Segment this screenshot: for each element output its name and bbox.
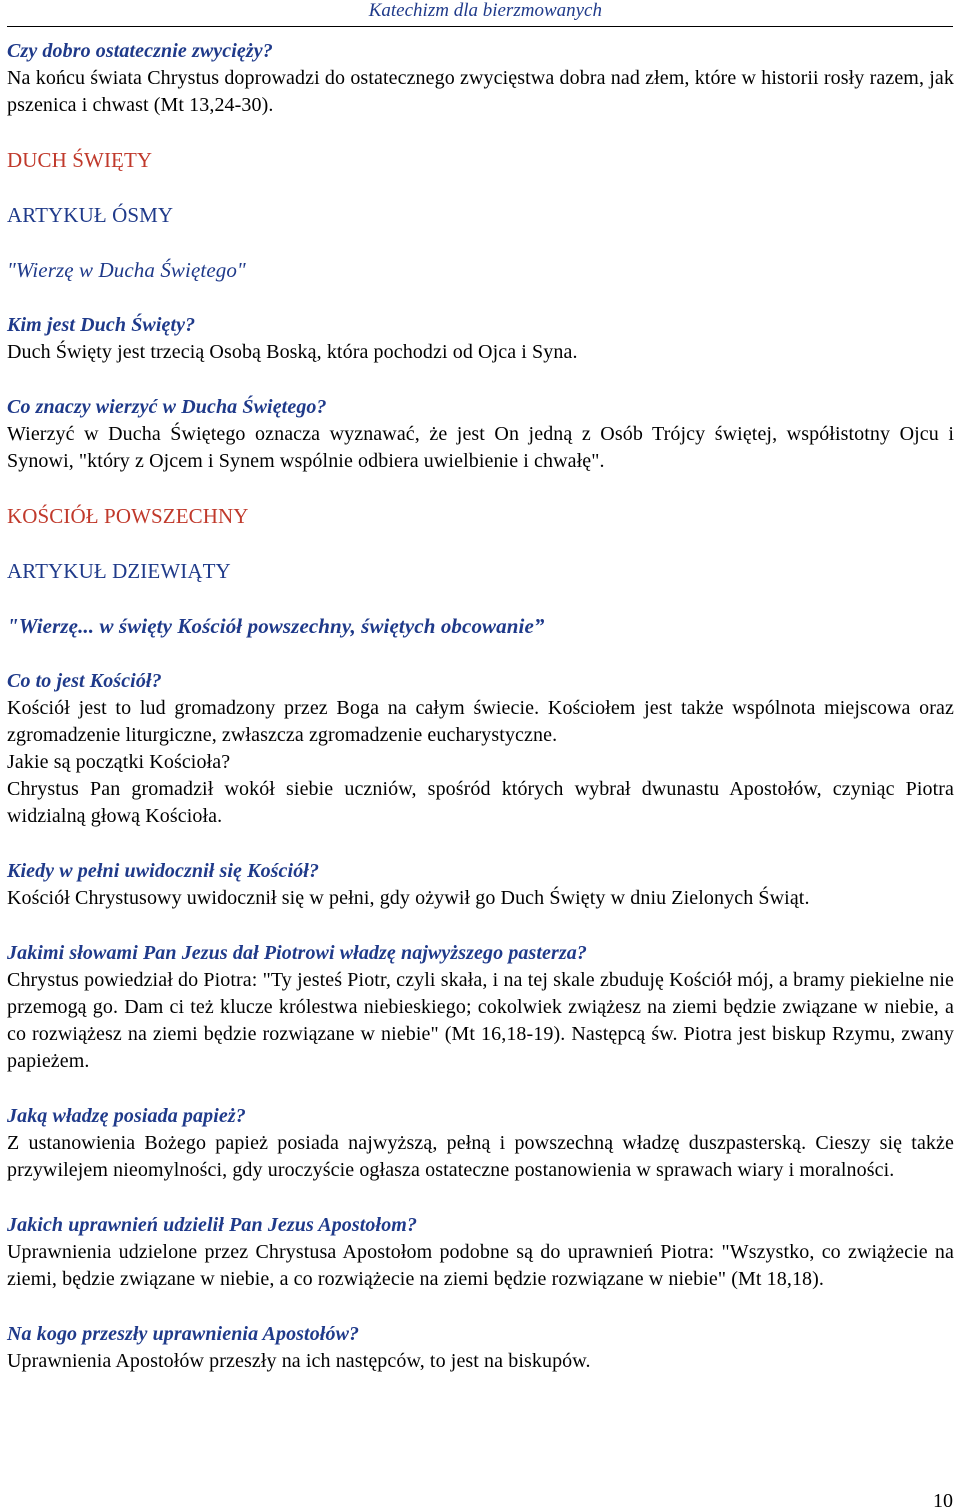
answer-paragraph: Wierzyć w Ducha Świętego oznacza wyznawać, że jest On jedną z Osób Trójcy świętej, współistotny Ojcu i Synowi, "który z Ojcem i Synem wspólnie odbiera uwielbienie i chwałę". [7, 423, 954, 472]
spacer [7, 229, 954, 257]
question-heading: Jaką władzę posiada papież? [7, 1105, 246, 1127]
page-content [7, 38, 954, 1375]
question-heading: Co znaczy wierzyć w Ducha Świętego? [7, 396, 327, 418]
spacer [7, 830, 954, 858]
spacer [7, 475, 954, 503]
answer-paragraph: Uprawnienia Apostołów przeszły na ich następców, to jest na biskupów. [7, 1350, 591, 1372]
question-heading: Jakich uprawnień udzielił Pan Jezus Apostołom? [7, 1214, 418, 1236]
page-number: 10 [933, 1490, 953, 1512]
answer-paragraph: Z ustanowienia Bożego papież posiada najwyższą, pełną i powszechną władzę duszpasterską. Cieszy się także przywilejem nieomylności, gdy uroczyście ogłasza ostateczne postanowienia w sprawach wiary i moralności. [7, 1132, 954, 1181]
answer-paragraph: Chrystus Pan gromadził wokół siebie uczniów, spośród których wybrał dwunastu Apostołów, czyniąc Piotra widzialną głową Kościoła. [7, 778, 954, 827]
running-header: Katechizm dla bierzmowanych [368, 0, 602, 21]
spacer [7, 284, 954, 312]
question-heading: Kim jest Duch Święty? [7, 314, 196, 336]
answer-paragraph: Duch Święty jest trzecią Osobą Boską, która pochodzi od Ojca i Syna. [7, 341, 578, 363]
spacer [7, 174, 954, 202]
answer-paragraph: Kościół Chrystusowy uwidocznił się w pełni, gdy ożywił go Duch Święty w dniu Zielonych Świąt. [7, 887, 810, 909]
spacer [7, 912, 954, 940]
answer-paragraph: Uprawnienia udzielone przez Chrystusa Apostołom podobne są do uprawnień Piotra: "Wszystko, co zwiążecie na ziemi, będzie związane w niebie, a co rozwiążecie na ziemi będzie rozwiązane w niebie" (Mt 18,18). [7, 1241, 954, 1290]
question-line: Jakie są początki Kościoła? [7, 751, 231, 773]
spacer [7, 640, 954, 668]
spacer [7, 366, 954, 394]
spacer [7, 1293, 954, 1321]
header-rule [7, 26, 953, 27]
article-motto: "Wierzę... w święty Kościół powszechny, świętych obcowanie” [7, 614, 545, 638]
answer-paragraph: Chrystus powiedział do Piotra: "Ty jesteś Piotr, czyli skała, i na tej skale zbuduję Kościół mój, a bramy piekielne nie przemogą go. Dam ci też klucze królestwa niebieskiego; cokolwiek zwiążesz na ziemi będzie związane w niebie, a co rozwiążesz na ziemi będzie rozwiązane w niebie" (Mt 16,18-19). Następcą św. Piotra jest biskup Rzymu, zwany papieżem. [7, 969, 954, 1072]
spacer [7, 1075, 954, 1103]
article-heading: ARTYKUŁ ÓSMY [7, 203, 174, 227]
question-heading: Czy dobro ostatecznie zwycięży? [7, 40, 273, 62]
question-heading: Na kogo przeszły uprawnienia Apostołów? [7, 1323, 360, 1345]
answer-paragraph: Kościół jest to lud gromadzony przez Boga na całym świecie. Kościołem jest także wspólnota miejscowa oraz zgromadzenie liturgiczne, zwłaszcza zgromadzenie eucharystyczne. [7, 697, 954, 746]
spacer [7, 1184, 954, 1212]
spacer [7, 119, 954, 147]
answer-paragraph: Na końcu świata Chrystus doprowadzi do ostatecznego zwycięstwa dobra nad złem, które w historii rosły razem, jak pszenica i chwast (Mt 13,24-30). [7, 67, 954, 116]
section-heading: KOŚCIÓŁ POWSZECHNY [7, 504, 249, 528]
article-heading: ARTYKUŁ DZIEWIĄTY [7, 559, 231, 583]
spacer [7, 530, 954, 558]
spacer [7, 585, 954, 613]
section-heading: DUCH ŚWIĘTY [7, 148, 153, 172]
question-heading: Kiedy w pełni uwidocznił się Kościół? [7, 860, 320, 882]
question-heading: Co to jest Kościół? [7, 670, 162, 692]
question-heading: Jakimi słowami Pan Jezus dał Piotrowi władzę najwyższego pasterza? [7, 942, 587, 964]
article-motto: "Wierzę w Ducha Świętego" [7, 258, 246, 282]
